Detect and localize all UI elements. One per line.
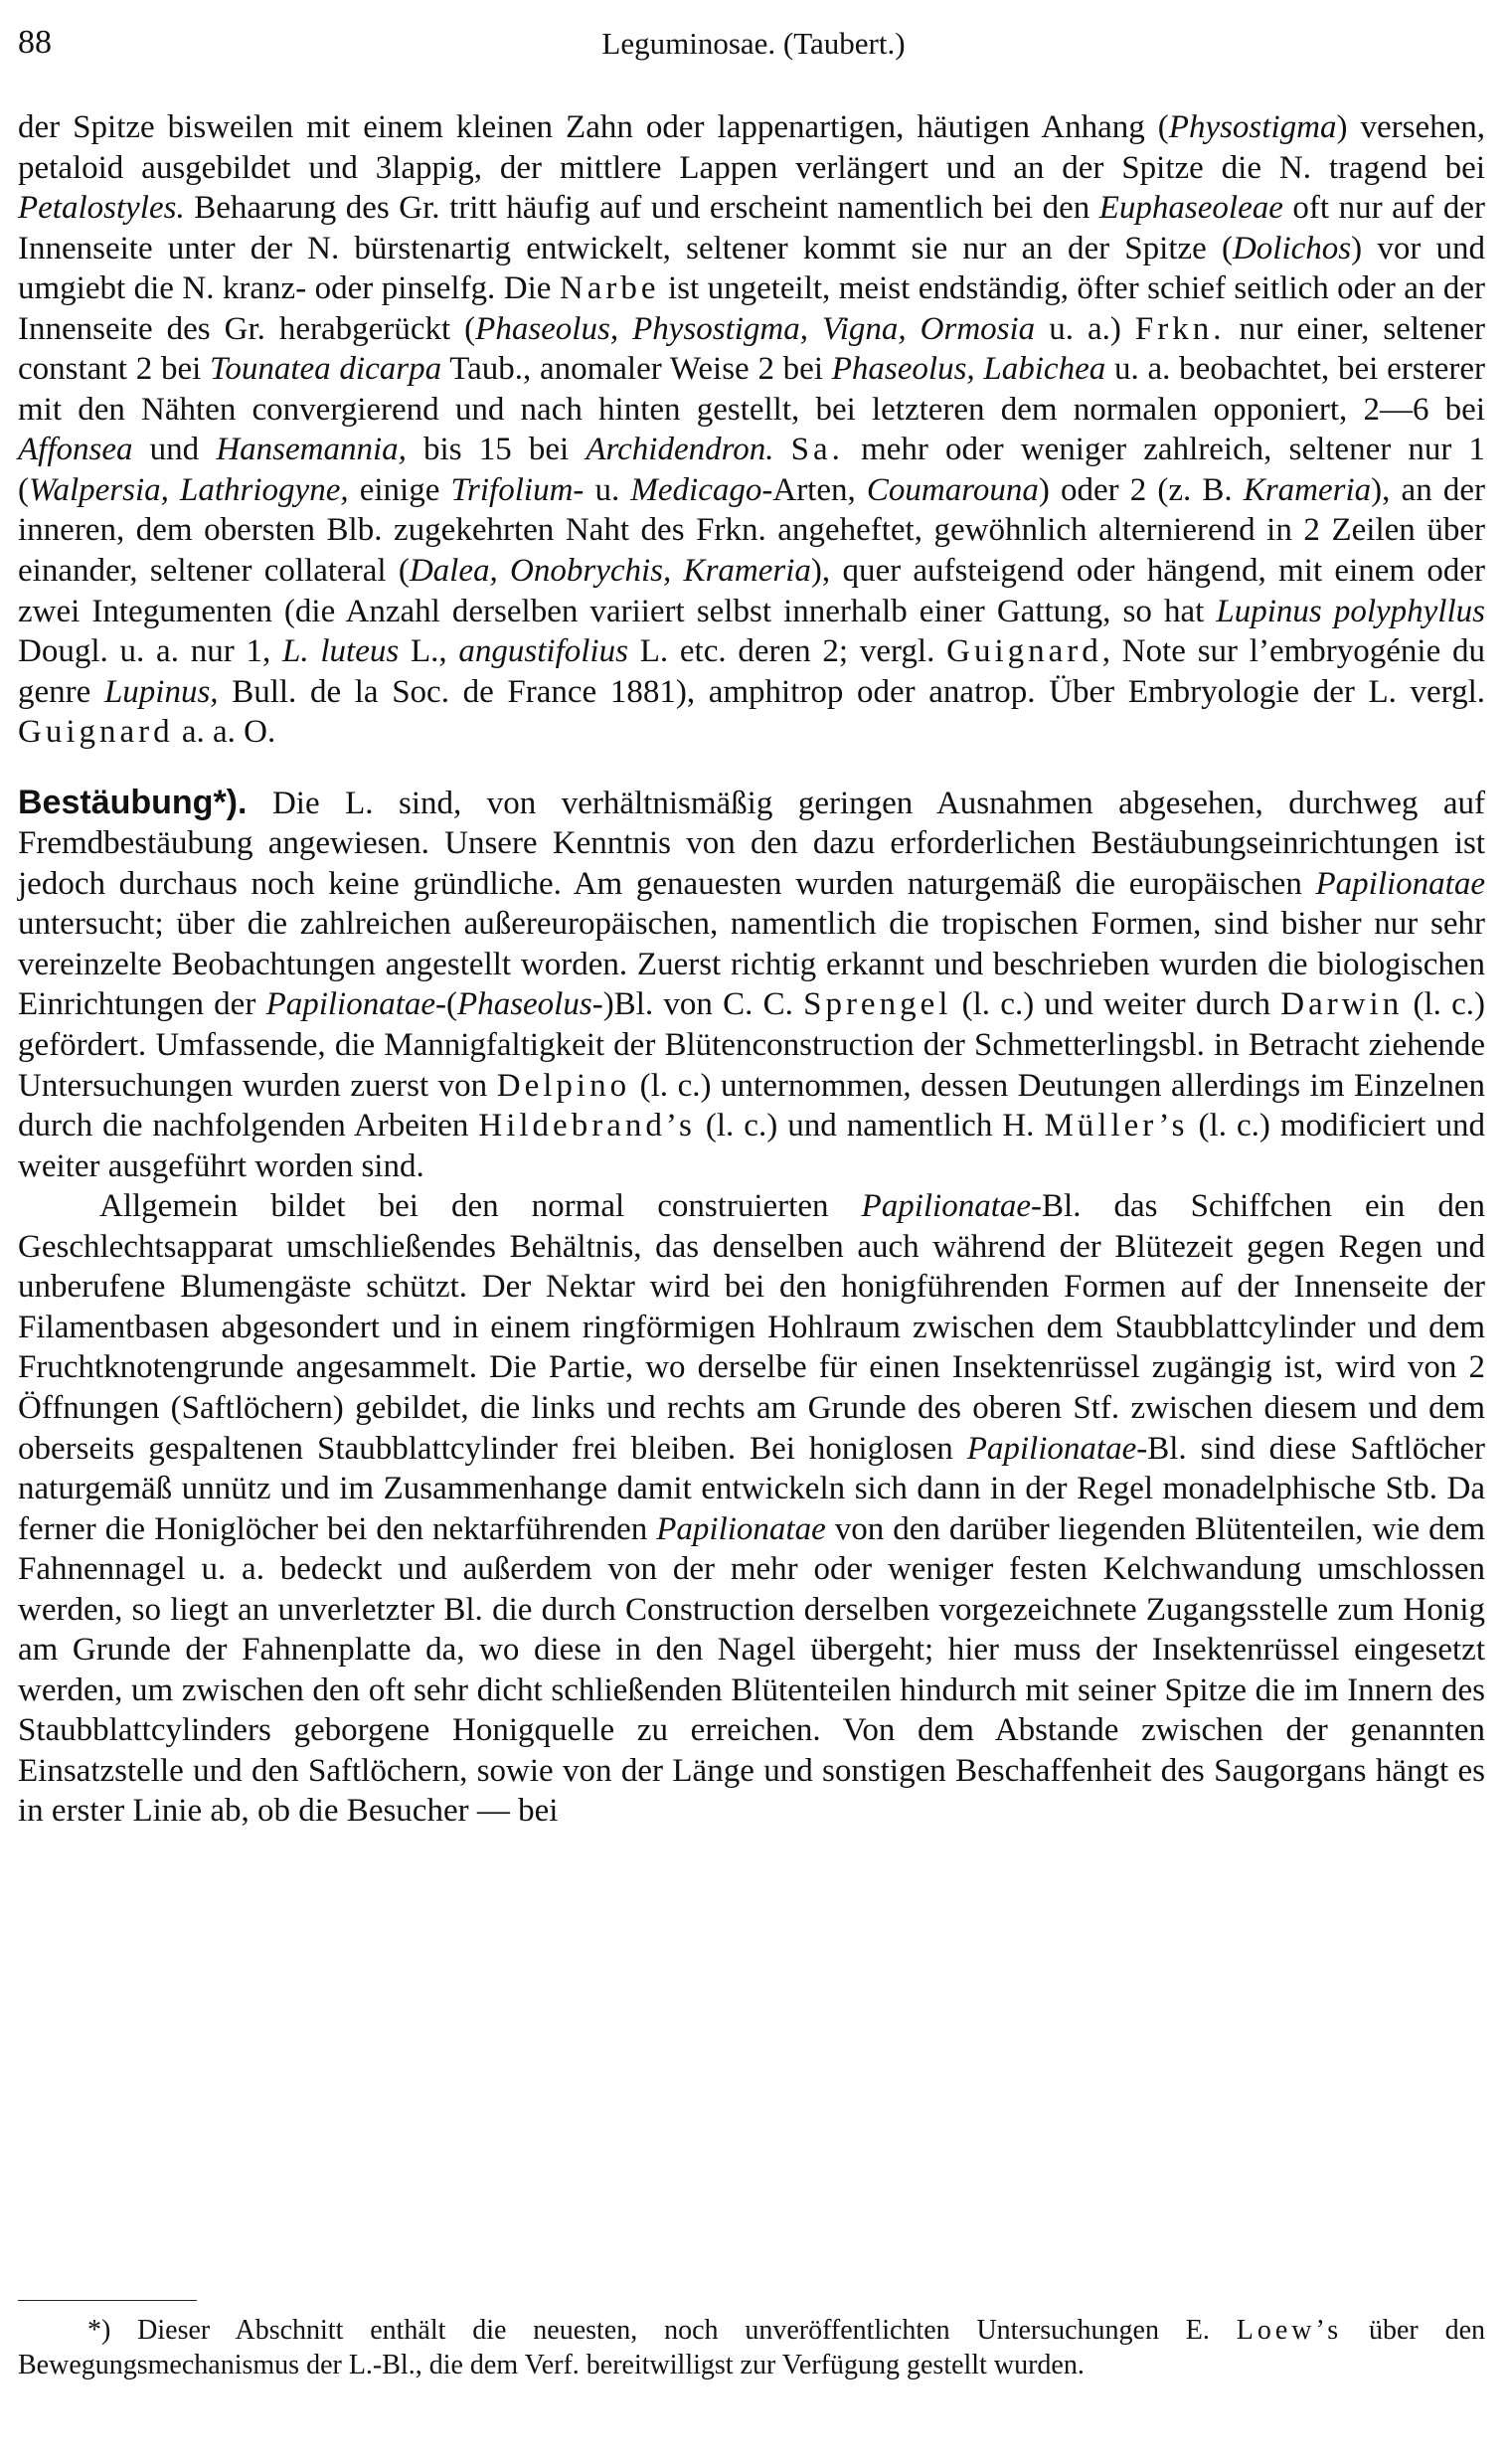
text-run: ) oder 2 (z. B. [1038,471,1244,508]
taxon-name: Krameria [1243,471,1372,508]
author-name: Darwin [1280,986,1404,1023]
text-run: (l. c.) und weiter durch [951,986,1281,1023]
text-run: über den Bewegungsmechanismus der L.-Bl., die dem Verf. bereitwilligst zur Verfügung gestellt wurden. [18,2315,1485,2380]
text-run: a. a. O. [173,714,276,751]
taxon-name: Phaseolus- [457,986,603,1023]
running-title: Leguminosae. (Taubert.) [601,26,906,61]
text-run: ( [446,986,458,1023]
main-text [18,107,1485,1832]
text-run: der Spitze bisweilen mit einem kleinen Zahn oder lappenartigen, häutigen Anhang ( [18,109,1169,145]
taxon-name: Tounatea dicarpa [210,351,442,388]
text-run: oft nur auf der Innenseite unter der N. bürstenartig entwickelt, seltener kommt sie nur an der Spitze ( [18,190,1485,266]
author-name: Hildebrand’s [478,1108,696,1144]
author-name: Narbe [559,270,660,307]
text-run: *) Dieser Abschnitt enthält die neuesten, noch unveröffentlichten Untersuchungen E. [87,2315,1237,2346]
text-run: L., [399,633,459,670]
text-run: (l. c.) unternommen, dessen Deutungen allerdings im Einzelnen durch die nachfolgenden Arbeiten [18,1067,1485,1144]
text-run: einige [348,471,451,508]
taxon-name: Dalea, Onobrychis, Krameria [409,553,811,590]
text-run: ), an der inneren, dem obersten Blb. zugekehrten Naht des Frkn. angeheftet, gewöhnlich alternierend in 2 Zeilen über einander, seltener collateral ( [18,471,1485,590]
text-run: L. etc. deren 2; vergl. [627,633,947,670]
author-name: Müller’s [1044,1108,1189,1144]
taxon-name: Papilionatae- [265,986,447,1023]
taxon-name: Papilionatae [861,1188,1032,1225]
text-run: Taub., anomaler Weise 2 bei [441,351,832,388]
text-run: -Bl. sind diese Saftlöcher naturgemäß unnütz und im Zusammenhange damit entwickeln sich dann in der Regel monadelphische Stb. Da ferner die Honiglöcher bei den nektarführenden [18,1430,1486,1547]
text-run: ) vor und umgiebt die N. kranz- oder pinselfg. Die [18,230,1486,307]
footnote-divider [18,2300,197,2301]
text-run: -Bl. das Schiffchen ein den Geschlechtsapparat umschließendes Behältnis, das denselben auch während der Blütezeit gegen Regen und unberufene Blumengäste schützt. Der Nektar wird bei den honigführenden Formen auf der Innenseite der Filamentbasen abgesondert und in einem ringförmigen Hohlraum zwischen dem Staubblattcylinder und dem Fruchtknotengrunde angesammelt. Die Partie, wo derselbe für einen Insektenrüssel zugängig ist, wird von 2 Öffnungen (Saftlöchern) gebildet, die links und rechts am Grunde des oberen Stf. zwischen diesem und dem oberseits gespaltenen Staubblattcylinder frei bleiben. Bei honiglosen [18,1188,1486,1467]
text-run [773,432,790,467]
author-name: Delpino [496,1067,631,1104]
taxon-name: Medicago [630,471,762,508]
text-run: )Bl. von C. C. [602,986,804,1023]
text-run: nur einer, seltener constant 2 bei [18,310,1486,388]
page-number: 88 [18,24,52,61]
text-run: u. [584,471,631,508]
text-run: Die L. sind, von verhältnismäßig geringen Ausnahmen abgesehen, durchweg auf Fremdbestäubung angewiesen. Unsere Kenntnis von den dazu erforderlichen Bestäubungseinrichtungen ist jedoch durchaus noch keine gründliche. Am genauesten wurden naturgemäß die europäischen [18,785,1485,902]
text-run: Bull. de la Soc. de France 1881), amphitrop oder anatrop. Über Embryologie der L. vergl. [218,673,1485,710]
author-name: Guignard [946,633,1102,670]
paragraph-pollination-intro [18,783,1485,1186]
text-run: Allgemein bildet bei den normal construierten [99,1188,862,1225]
footnote [18,2313,1485,2382]
paragraph-papilionatae-mechanism [18,1186,1485,1832]
text-run: mehr oder weniger zahlreich, seltener nur 1 ( [18,432,1486,508]
taxon-name: Phaseolus, Labichea [831,351,1106,388]
taxon-name: Phaseolus, Physostigma, Vigna, Ormosia [475,310,1036,347]
text-run: von den darüber liegenden Blütenteilen, wie dem Fahnennagel u. a. bedeckt und außerdem von der mehr oder weniger festen Kelchwandung umschlossen werden, so liegt an unverletzter Bl. die durch Construction derselben vorgezeichnete Zugangsstelle zum Honig am Grunde der Fahnenplatte da, wo diese in den Nagel übergeht; hier muss der Insektenrüssel eingesetzt werden, um zwischen den oft sehr dicht schließenden Blütenteilen hindurch mit seiner Spitze die im Innern des Staubblattcylinders geborgene Honigquelle zu erreichen. Von dem Abstande zwischen der genannten Einsatzstelle und den Saftlöchern, sowie von der Länge und sonstigen Beschaffenheit des Saugorgans hängt es in erster Linie ab, ob die Besucher — bei [18,1510,1485,1830]
text-run: u. a. beobachtet, bei ersterer mit den Nähten convergierend und nach hinten gestellt, bei letzteren dem normalen opponiert, 2—6 bei [18,351,1485,428]
page-header [18,24,1489,68]
taxon-name: L. luteus [282,633,400,670]
author-name: Sa. [790,432,844,468]
text-run: untersucht; über die zahlreichen außereuropäischen, namentlich die tropischen Formen, sind bisher nur sehr vereinzelte Beobachtungen angestellt worden. Zuerst richtig erkannt und beschrieben wurden die biologischen Einrichtungen der [18,906,1485,1023]
taxon-name: Affonsea [18,432,133,468]
taxon-name: Papilionatae [1315,865,1485,902]
text-run: ) versehen, petaloid ausgebildet und 3lappig, der mittlere Lappen verlängert und an der Spitze die N. tragend bei [18,109,1485,186]
taxon-name: Euphaseoleae [1098,190,1283,227]
text-run: und [132,432,217,468]
taxon-name: Petalostyles. [18,190,185,227]
text-run: Behaarung des Gr. tritt häufig auf und erscheint namentlich bei den [184,190,1099,227]
taxon-name: Lupinus, [103,673,219,710]
text-run: ), quer aufsteigend oder hängend, mit einem oder zwei Integumenten (die Anzahl derselben variiert selbst innerhalb einer Gattung, so hat [18,553,1486,629]
text-run: (l. c.) und namentlich H. [695,1108,1045,1144]
author-name: Sprengel [803,986,952,1023]
taxon-name: Dolichos [1232,230,1352,266]
text-run: (l. c.) gefördert. Umfassende, die Mannigfaltigkeit der Blütenconstruction der Schmetterlingsbl. in Betracht ziehende Untersuchungen wurden zuerst von [18,986,1485,1104]
taxon-name: Lupinus polyphyllus [1216,593,1485,629]
text-run: ist ungeteilt, meist endständig, öfter schief seitlich oder an der Innenseite des Gr. herabgerückt ( [18,270,1486,347]
taxon-name: Physostigma [1168,109,1337,145]
taxon-name: Papilionatae [966,1430,1137,1467]
text-run: Dougl. u. a. nur 1, [18,633,282,670]
author-name: Loew’s [1236,2315,1343,2346]
taxon-name: Walpersia, Lathriogyne, [29,471,349,508]
text-run: u. a.) [1035,310,1135,347]
section-heading: Bestäubung*). [18,783,248,821]
text-run: , Note sur l’embryogénie du genre [18,633,1485,710]
text-run: bis 15 bei [406,432,586,468]
taxon-name: Papilionatae [656,1510,826,1547]
taxon-name: Coumarouna [866,471,1039,508]
paragraph-ovary-description [18,107,1485,753]
taxon-name: Hansemannia, [216,432,407,468]
taxon-name: Trifolium- [450,471,585,508]
text-run: (l. c.) modificiert und weiter ausgeführt worden sind. [18,1108,1485,1184]
taxon-name: angustifolius [458,633,628,670]
text-run: -Arten, [761,471,867,508]
author-name: Frkn. [1134,310,1226,347]
author-name: Guignard [18,714,174,751]
taxon-name: Archidendron. [586,432,774,468]
